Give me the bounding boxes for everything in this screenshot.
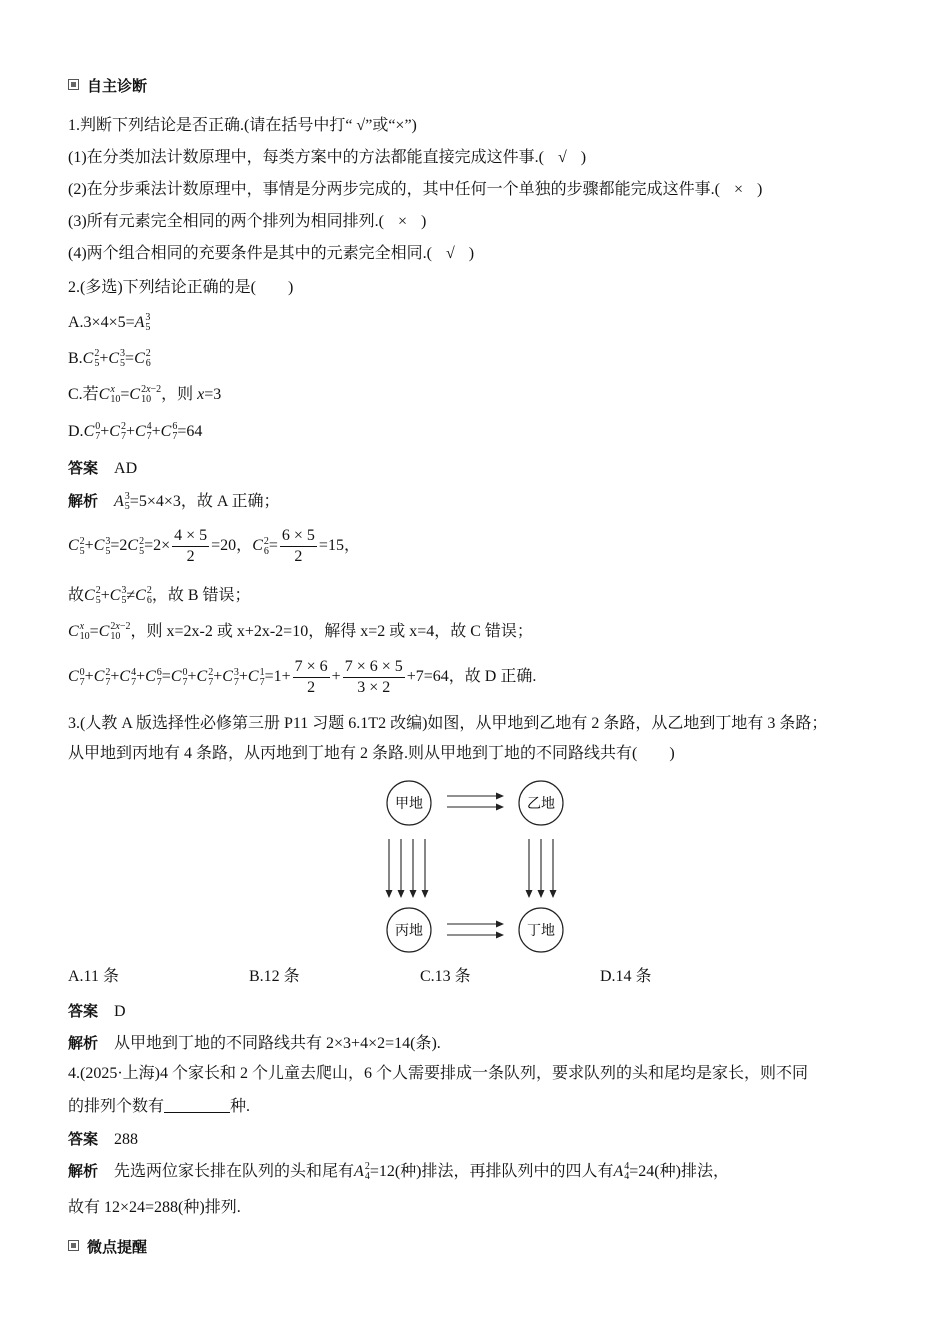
q2-option-c: C.若C x 10 =C 2x−2 10 ，则 x=3 bbox=[68, 384, 222, 406]
node-yi-label: 乙地 bbox=[527, 796, 555, 812]
section-title: 微点提醒 bbox=[87, 1238, 148, 1256]
section-icon bbox=[68, 1240, 79, 1251]
q2-analysis-line5: C 0 7 +C 2 7 +C 4 7 +C 6 7 =C 0 7 +C 2 7 +C 3 7 +C 1 7 =1+ $\frac{7 \times 6}{2}$ + $\frac{7 \times 6 \times 5}{3 \times 2}$ +7=64，故 D 正确. bbox=[68, 658, 537, 696]
node-ding-label: 丁地 bbox=[527, 923, 555, 939]
node-yi bbox=[519, 781, 563, 825]
arrows-jia-yi bbox=[447, 796, 503, 807]
q2-analysis-line4: C x 10 =C 2x−2 10 ，则 x=2x-2 或 x+2x-2=10，解得 x=2 或 x=4，故 C 错误； bbox=[68, 621, 533, 643]
section-title: 自主诊断 bbox=[87, 77, 148, 95]
section-header-self-diagnosis bbox=[68, 75, 147, 97]
q2-analysis-line1: 解析 A 3 5 =5×4×3，故 A 正确； bbox=[68, 491, 280, 513]
q4-stem-line1: 4.(2025·上海)4 个家长和 2 个儿童去爬山，6 个人需要排成一条队列，要求队列的头和尾均是家长，则不同 bbox=[68, 1065, 808, 1082]
node-bing bbox=[387, 908, 431, 952]
q1-mark-2: × bbox=[734, 181, 744, 198]
arrows-jia-bing bbox=[389, 839, 425, 897]
q2-analysis-line3: 故C 2 5 +C 3 5 ≠C 2 6 ，故 B 错误； bbox=[68, 585, 251, 607]
fraction-3: $\frac{7 \times 6}{2}$ bbox=[294, 658, 328, 696]
section-header-tips bbox=[68, 1236, 147, 1258]
q1-item-2: (2)在分步乘法计数原理中，事情是分两步完成的，其中任何一个单独的步骤都能完成这件事.( × ) bbox=[68, 181, 763, 198]
q1-mark-3: × bbox=[398, 213, 408, 230]
q2-stem: 2.(多选)下列结论正确的是( ) bbox=[68, 279, 294, 296]
q2-option-a: A.3×4×5=A 3 5 bbox=[68, 312, 151, 334]
arrows-yi-ding bbox=[529, 839, 553, 897]
q1-stem: 1.判断下列结论是否正确.(请在括号中打“ √”或“×”) bbox=[68, 117, 417, 134]
node-jia-label: 甲地 bbox=[395, 796, 423, 812]
node-jia bbox=[387, 781, 431, 825]
q3-answer: 答案 D bbox=[68, 1002, 126, 1020]
fraction-4: $\frac{7 \times 6 \times 5}{3 \times 2}$ bbox=[344, 658, 403, 696]
q4-answer: 答案 288 bbox=[68, 1130, 139, 1148]
q3-option-b: B.12 条 bbox=[249, 968, 300, 985]
q3-analysis: 解析 从甲地到丁地的不同路线共有 2×3+4×2=14(条). bbox=[68, 1034, 441, 1052]
q2-option-d: D.C 0 7 +C 2 7 +C 4 7 +C 6 7 =64 bbox=[68, 421, 203, 443]
node-bing-label: 丙地 bbox=[395, 923, 423, 939]
q1-mark-1: √ bbox=[558, 149, 567, 166]
q2-answer: 答案 AD bbox=[68, 459, 138, 477]
q1-item-1: (1)在分类加法计数原理中，每类方案中的方法都能直接完成这件事.( √ ) bbox=[68, 149, 587, 166]
node-ding bbox=[519, 908, 563, 952]
section-icon bbox=[68, 79, 79, 90]
q2-option-b: B.C 2 5 +C 3 5 =C 2 6 bbox=[68, 348, 151, 370]
fraction-2: $\frac{6 \times 5}{2}$ bbox=[281, 527, 315, 565]
q1-item-3: (3)所有元素完全相同的两个排列为相同排列.( × ) bbox=[68, 213, 427, 230]
q1-item-4: (4)两个组合相同的充要条件是其中的元素完全相同.( √ ) bbox=[68, 245, 475, 262]
q3-option-c: C.13 条 bbox=[420, 968, 471, 985]
q3-stem-line1: 3.(人教 A 版选择性必修第三册 P11 习题 6.1T2 改编)如图，从甲地到乙地有 2 条路，从乙地到丁地有 3 条路； bbox=[68, 715, 828, 732]
q4-answer-blank bbox=[164, 1096, 230, 1113]
q4-analysis-line1: 解析 先选两位家长排在队列的头和尾有A 2 4 =12(种)排法，再排队列中的四人有A 4 4 =24(种)排法， bbox=[68, 1161, 729, 1183]
q1-mark-4: √ bbox=[446, 245, 455, 262]
arrows-bing-ding bbox=[447, 924, 503, 935]
q4-analysis-line2: 故有 12×24=288(种)排列. bbox=[68, 1199, 241, 1216]
q3-option-a: A.11 条 bbox=[68, 968, 119, 985]
q2-analysis-line2: C 2 5 +C 3 5 =2C 2 5 =2× $\frac{4 \times 5}{2}$ =20，C 2 6 = $\frac{6 \times 5}{2}$ =15， bbox=[68, 527, 360, 565]
q4-stem-line2: 的排列个数有 种. bbox=[68, 1098, 251, 1115]
q3-option-d: D.14 条 bbox=[600, 968, 652, 985]
route-diagram bbox=[375, 775, 575, 960]
fraction-1: $\frac{4 \times 5}{2}$ bbox=[174, 527, 208, 565]
q3-stem-line2: 从甲地到丙地有 4 条路，从丙地到丁地有 2 条路.则从甲地到丁地的不同路线共有( ) bbox=[68, 745, 675, 762]
